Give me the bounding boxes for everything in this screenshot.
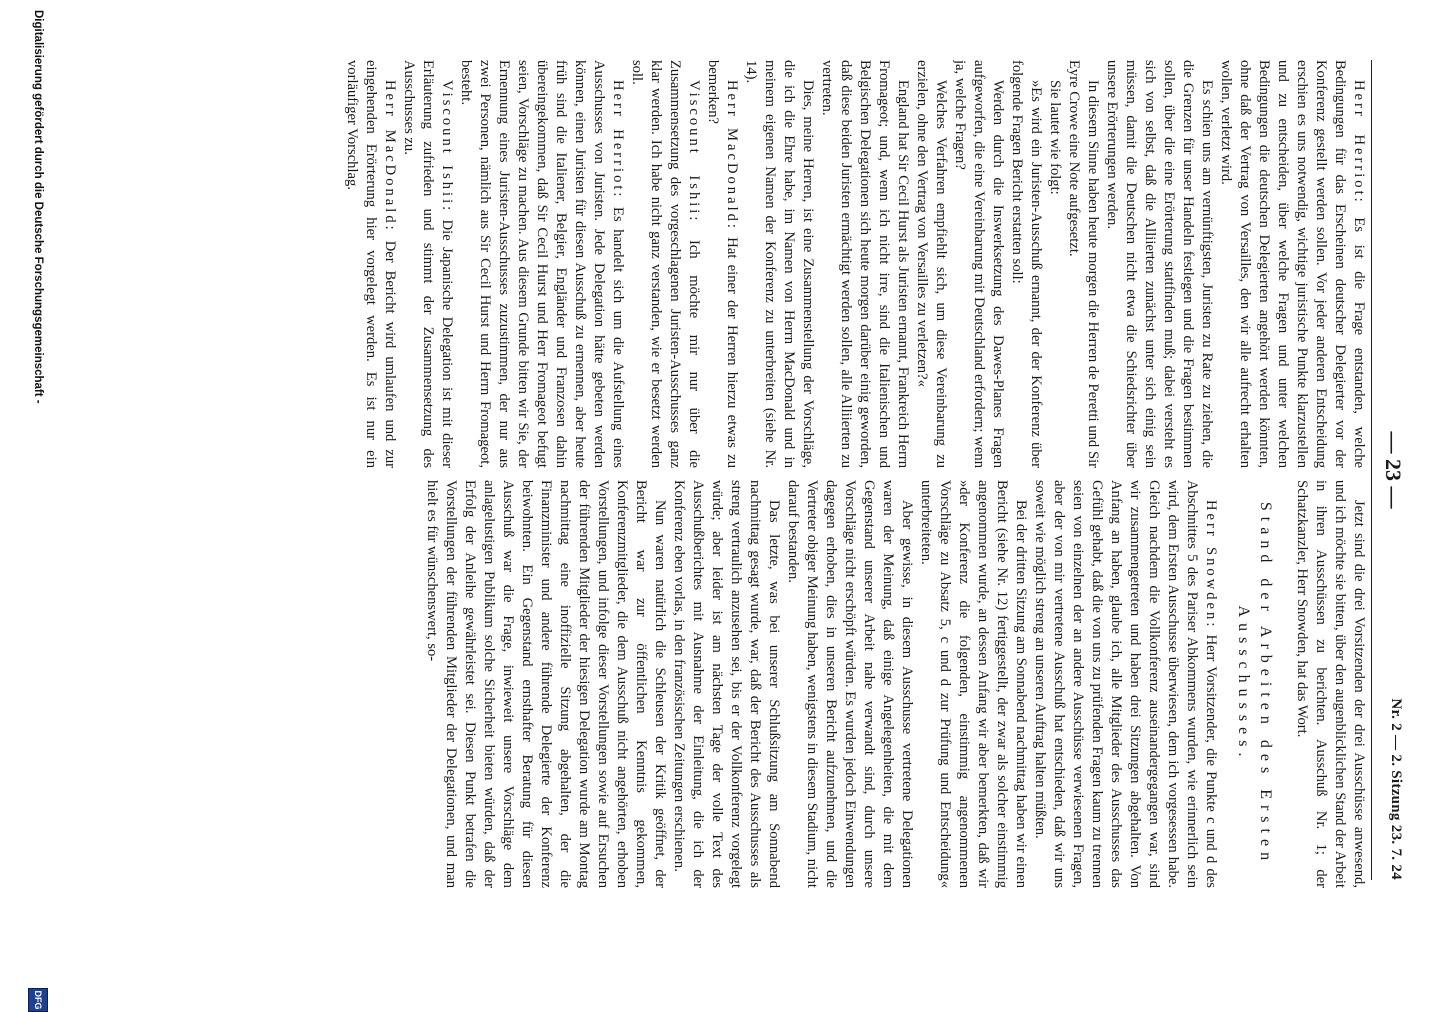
speaker-name: Herr Snowden: <box>1203 500 1219 630</box>
header-rule <box>1371 60 1372 880</box>
text-column-left <box>68 60 1368 468</box>
page-number: — 23 — <box>1381 431 1406 509</box>
paragraph <box>627 60 703 468</box>
paragraph: Nun waren natürlich die Schleusen der Kritik geöffnet, der Bericht war zur öffentlichen Kenntnis gekommen, Konferenzmitglieder, die dem Ausschuß nicht angehörten, erhoben Vorstellungen, und infolge dieser Vorstellungen sowie auf Ersuchen der führenden Mitglieder der hiesigen Delegation wurde am Montag nachmittag eine inoffizielle Sitzung abgehalten, der die Finanzminister und andere führende Delegierte der Konferenz beiwohnten. Ein Gegenstand ernsthafter Beratung für diesen Ausschuß war die Frage, inwieweit unsere Vorschläge dem anlagelustigen Publikum solche Sicherheit bieten würden, daß der Erfolg der Anleihe gewährleistet sei. Diesen Punkt betrafen die Vorstellungen der führenden Mitglieder der Delegationen, und man hielt es für wünschenswert, so- <box>424 480 668 888</box>
paragraph: Bei der dritten Sitzung am Sonnabend nachmittag haben wir einen Bericht (siehe Nr. 12) fertiggestellt, der zwar als solcher einstimmig angenommen wurde, an dessen Anfang wir aber bemerkten, daß wir »der Konferenz die folgenden, einstimmig angenommenen Vorschläge zu Absatz 5, c und d zur Prüfung und Entscheidung« unterbreiteten. <box>918 480 1029 888</box>
paragraph: Es schien uns am vernünftigsten, Juristen zu Rate zu ziehen, die die Grenzen für unser Handeln festlegen und die Fragen bestimmen sollen, über die eine Erörterung stattfinden muß; dabei versteht es sich von selbst, daß die Alliierten zunächst unter sich einig sein müssen, damit die Deutschen nicht etwa die Schiedsrichter über unsere Erörterungen werden. <box>1104 60 1215 468</box>
text-column-right <box>68 480 1368 888</box>
paragraph-text: Die Japanische Delegation ist mit dieser Erläuterung zufrieden und stimmt der Zusammensetzung des Ausschusses zu. <box>401 60 455 468</box>
speaker-name: Viscount Ishii: <box>686 80 702 224</box>
paragraph-text: Herr Vorsitzender, die Punkte c und d des Abschnittes 5 des Pariser Abkommens wurden, wie erinnerlich sein wird, dem Ersten Ausschusse überwiesen, dem ich vorgesessen habe. Gleich nachdem die Vollkonferenz auseinandergegangen war, sind wir zusammengetreten und haben drei Sitzungen abgehalten. Von Anfang an haben, glaube ich, alle Mitglieder des Ausschusses das Gefühl gehabt, daß die von uns zu prüfenden Fragen kaum zu trennen seien von einzelnen der an andere Ausschüsse verwiesenen Fragen, aber der von mir vertretene Ausschuß hat entschieden, daß wir uns soweit wie möglich streng an unseren Auftrag halten müßten. <box>1032 480 1219 888</box>
speaker-name: Herr MacDonald: <box>724 80 740 231</box>
paragraph <box>399 60 456 468</box>
digitization-footer <box>24 10 64 1010</box>
paragraph-text: Ich möchte mir nur über die Zusammensetzung des vorgeschlagenen Juristen-Ausschusses ganz klar werden. Ich habe nicht ganz verstanden, wie er besetzt werden soll. <box>629 60 702 468</box>
paragraph <box>456 60 627 468</box>
paragraph <box>342 60 399 468</box>
paragraph: England hat Sir Cecil Hurst als Juristen ernannt, Frankreich Herrn Fromageot; und, wenn ich nicht irre, sind die Italienischen und Belgischen Delegationen sich heute morgen darüber einig geworden, daß diese beiden Juristen ermächtigt werden sollen, alle Alliierten zu vertreten. <box>819 60 911 468</box>
section-heading: Stand der Arbeiten des Ersten Ausschusses. <box>1235 501 1274 867</box>
paragraph: Sie lautet wie folgt: <box>1047 80 1063 195</box>
paragraph-text: Es handelt sich um die Aufstellung eines Ausschusses von Juristen. Jede Delegation hätte gebeten werden können, einen Juristen für diesen Ausschuß zu ernennen, aber heute früh sind die Italiener, Belgier, Engländer und Franzosen dahin übereingekommen, daß Sir Cecil Hurst und Herr Fromageot befugt seien, Vorschläge zu machen. Aus diesem Grunde bitten wir Sie, der Ernennung eines Juristen-Ausschusses zuzustimmen, der nur aus zwei Personen, nämlich aus Sir Cecil Hurst und Herrn Fromageot, besteht. <box>458 60 626 468</box>
paragraph-text: Der Bericht wird umlaufen und zur eingehenden Erörterung hier vorgelegt werden. Es ist nur ein vorläufiger Vorschlag. <box>344 60 398 468</box>
paragraph: Das letzte, was bei unserer Schlußsitzung am Sonnabend nachmittag gesagt wurde, war, daß der Bericht des Ausschusses als streng vertraulich anzusehen sei, bis er der Vollkonferenz vorgelegt würde; aber leider ist am nächsten Tage der volle Text des Ausschußberichtes mit Ausnahme der Einleitung, die ich der Konferenz eben vorlas, in den französischen Zeitungen erschienen. <box>671 480 782 888</box>
paragraph <box>703 60 741 468</box>
speaker-name: Herr Herriot: <box>1351 80 1367 205</box>
paragraph-text: Hat einer der Herren hierzu etwas zu bemerken? <box>705 60 740 468</box>
paragraph: »Es wird ein Juristen-Ausschuß ernannt, der der Konferenz über folgende Fragen Bericht erstatten soll: <box>1009 60 1044 468</box>
paragraph-text: Es ist die Frage entstanden, welche Bedingungen für das Erscheinen deutscher Delegierter vor der Konferenz gestellt werden sollen. Vor jeder anderen Entscheidung erschien es uns notwendig, wichtige juristische Punkte klarzustellen und zu entscheiden, über welche Fragen und unter welchen Bedingungen die deutschen Delegierten angehört werden könnten, ohne daß der Vertrag von Versailles, den wir alle aufrecht erhalten wollen, verletzt wird. <box>1218 60 1367 468</box>
speaker-name: Herr Herriot: <box>610 80 626 200</box>
paragraph <box>1216 60 1368 468</box>
session-label: Nr. 2 — 2. Sitzung 23. 7. 24 <box>1388 698 1404 880</box>
paragraph <box>1030 480 1220 888</box>
speaker-name: Viscount Ishii: <box>439 80 455 214</box>
paragraph: Dies, meine Herren, ist eine Zusammenstellung der Vorschläge, die ich die Ehre habe, im Namen von Herrn MacDonald und in meinem eigenen Namen der Konferenz zu unterbreiten (siehe Nr. 14). <box>743 60 816 468</box>
page-header <box>1380 60 1406 880</box>
dfg-logo: DFG <box>28 988 48 1012</box>
speaker-name: Herr MacDonald: <box>382 80 398 233</box>
paragraph: Jetzt sind die drei Vorsitzenden der drei Ausschüsse anwesend, und ich möchte sie bitten, über den augenblicklichen Stand der Arbeit in ihren Ausschüssen zu berichten. Ausschuß Nr. 1; der Schatzkanzler, Herr Snowden, hat das Wort. <box>1294 480 1367 888</box>
paragraph: In diesem Sinne haben heute morgen die Herren de Peretti und Sir Eyre Crowe eine Note aufgesetzt. <box>1066 60 1101 468</box>
paragraph: Aber gewisse, in diesem Ausschusse vertretene Delegationen waren der Meinung, daß einige Angelegenheiten, die mit dem Gegenstand unserer Arbeit nahe verwandt sind, durch unsere Vorschläge nicht erschöpft würden. Es wurden jedoch Einwendungen dagegen erhoben, dies in unseren Bericht aufzunehmen, und die Vertreter obiger Meinung haben, wenigstens in diesem Stadium, nicht darauf bestanden. <box>785 480 915 888</box>
paragraph: Welches Verfahren empfiehlt sich, um diese Vereinbarung zu erzielen, ohne den Vertrag von Versailles zu verletzen?« <box>914 60 949 468</box>
paragraph: Werden durch die Inswerksetzung des Dawes-Planes Fragen aufgeworfen, die eine Vereinbarung mit Deutschland erfordern; wenn ja, welche Fragen? <box>952 60 1006 468</box>
footer-credit: Digitalisierung gefördert durch die Deutsche Forschungsgemeinschaft - <box>32 10 44 404</box>
